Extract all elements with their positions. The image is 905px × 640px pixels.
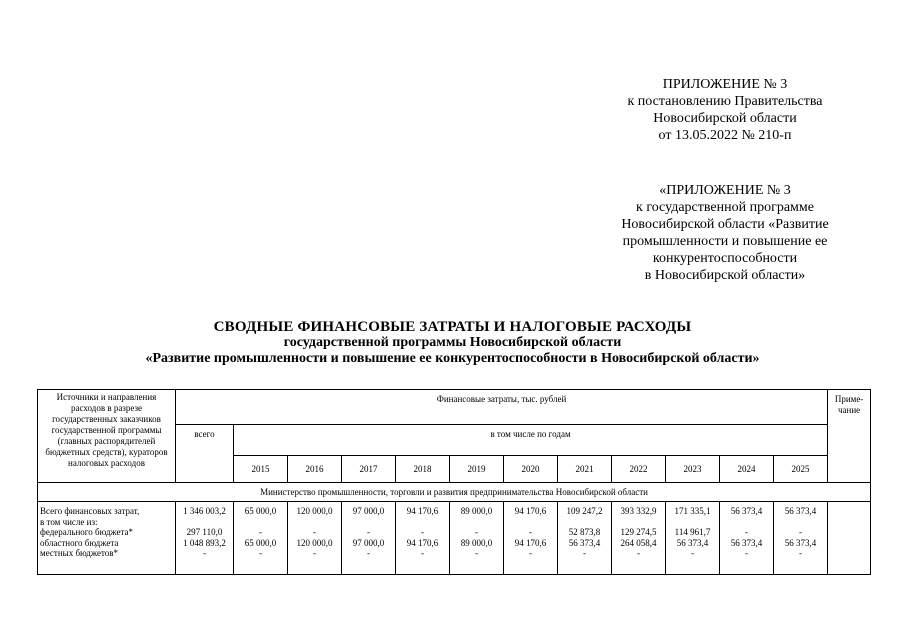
table-cell-value	[776, 517, 825, 528]
table-cell-value	[178, 517, 231, 528]
year-header: 2018	[396, 456, 450, 483]
table-cell-value	[560, 517, 609, 528]
table-cell-value: 56 373,4	[784, 537, 817, 548]
approval-line: к государственной программе	[636, 200, 814, 215]
approval-line: Новосибирской области	[653, 111, 797, 126]
table-cell-value: 114 961,7	[674, 527, 711, 537]
table-cell-value: 56 373,4	[784, 506, 817, 516]
year-values-cell	[450, 502, 504, 575]
table-cell-value	[614, 517, 663, 528]
table-cell-value: -	[637, 548, 640, 558]
financial-costs-header: Финансовые затраты, тыс. рублей	[176, 390, 828, 425]
table-cell-value: -	[313, 548, 316, 558]
year-values-cell	[396, 502, 450, 575]
table-cell-value: 56 373,4	[568, 537, 601, 548]
title-line-1: СВОДНЫЕ ФИНАНСОВЫЕ ЗАТРАТЫ И НАЛОГОВЫЕ РАСХОДЫ	[213, 319, 692, 335]
year-values-cell	[612, 502, 666, 575]
financial-table	[37, 389, 871, 575]
table-cell-value: 264 058,4	[620, 537, 657, 548]
table-cell-value: -	[529, 527, 532, 537]
title-line-2: государственной программы Новосибирской области	[283, 335, 622, 350]
year-header: 2022	[612, 456, 666, 483]
table-cell-value: -	[259, 548, 262, 558]
year-header: 2016	[288, 456, 342, 483]
table-cell-value: -	[529, 548, 532, 558]
table-cell-value: 56 373,4	[676, 537, 709, 548]
table-cell-value: 171 335,1	[674, 506, 711, 516]
row-labels-cell	[38, 502, 176, 575]
table-cell-value: 1 346 003,2	[183, 506, 226, 516]
row-label: областного бюджета	[40, 537, 119, 548]
table-cell-value: 94 170,6	[514, 506, 547, 516]
table-cell-value: -	[475, 548, 478, 558]
table-cell-value: -	[259, 527, 262, 537]
total-values-cell	[176, 502, 234, 575]
table-cell-value: -	[421, 527, 424, 537]
approval-line: ПРИЛОЖЕНИЕ № 3	[662, 77, 788, 92]
table-cell-value	[290, 517, 339, 528]
approval-block-program	[560, 182, 890, 284]
document-title	[0, 319, 905, 367]
table-cell-value: 65 000,0	[244, 537, 277, 548]
table-cell-value: -	[799, 548, 803, 558]
year-values-cell	[666, 502, 720, 575]
year-values-cell	[720, 502, 774, 575]
table-row	[38, 502, 871, 575]
note-cell	[828, 502, 871, 575]
year-values-cell	[288, 502, 342, 575]
year-header: 2025	[774, 456, 828, 483]
source-column-header: Источники и направления расходов в разрезе государственных заказчиков государственной программы (главных распорядителей бюджетных средств), кураторов налоговых расходов	[38, 390, 176, 483]
year-header: 2017	[342, 456, 396, 483]
approval-line: конкурентоспособности	[652, 251, 798, 266]
table-cell-value: -	[583, 548, 586, 558]
ministry-row: Министерство промышленности, торговли и развития предпринимательства Новосибирской области	[38, 483, 871, 502]
table-cell-value	[506, 517, 555, 528]
year-values-cell	[342, 502, 396, 575]
table-cell-value: 109 247,2	[566, 506, 603, 516]
approval-line: к постановлению Правительства	[627, 94, 823, 109]
table-cell-value: -	[367, 548, 370, 558]
year-header: 2020	[504, 456, 558, 483]
table-cell-value: -	[799, 527, 803, 537]
year-header: 2024	[720, 456, 774, 483]
table-cell-value: 89 000,0	[460, 506, 493, 516]
title-line-3: «Развитие промышленности и повышение ее конкурентоспособности в Новосибирской области»	[145, 351, 760, 366]
table-cell-value: 56 373,4	[730, 506, 763, 516]
table-cell-value: -	[475, 527, 478, 537]
table-cell-value: 297 110,0	[186, 527, 223, 537]
table-cell-value: -	[203, 548, 206, 558]
table-cell-value: 97 000,0	[352, 506, 385, 516]
table-cell-value: 120 000,0	[296, 537, 333, 548]
year-header: 2019	[450, 456, 504, 483]
table-cell-value	[398, 517, 447, 528]
table-cell-value	[344, 517, 393, 528]
approval-line: промышленности и повышение ее	[622, 234, 828, 249]
table-cell-value: -	[313, 527, 316, 537]
table-cell-value	[668, 517, 717, 528]
year-header: 2021	[558, 456, 612, 483]
row-label: федерального бюджета*	[40, 527, 134, 537]
year-values-cell	[234, 502, 288, 575]
table-cell-value: 56 373,4	[730, 537, 763, 548]
year-values-cell	[504, 502, 558, 575]
table-cell-value: 94 170,6	[406, 537, 439, 548]
table-cell-value: -	[745, 548, 748, 558]
table-cell-value: 97 000,0	[352, 537, 385, 548]
year-header: 2023	[666, 456, 720, 483]
table-cell-value: 52 873,8	[568, 527, 601, 537]
table-cell-value: 1 048 893,2	[183, 537, 226, 548]
row-label: в том числе из:	[40, 516, 98, 527]
approval-line: Новосибирской области «Развитие	[621, 217, 829, 232]
table-cell-value: 94 170,6	[514, 537, 547, 548]
approval-line: от 13.05.2022 № 210-п	[658, 128, 792, 143]
total-column-header: всего	[176, 425, 234, 483]
table-cell-value: 120 000,0	[296, 506, 333, 516]
approval-line: «ПРИЛОЖЕНИЕ № 3	[659, 183, 791, 198]
table-cell-value: 65 000,0	[244, 506, 277, 516]
year-header: 2015	[234, 456, 288, 483]
approval-block-resolution	[560, 76, 890, 144]
table-cell-value: -	[421, 548, 424, 558]
table-cell-value: -	[745, 527, 748, 537]
by-years-header: в том числе по годам	[234, 425, 828, 456]
table-cell-value: -	[367, 527, 370, 537]
year-values-cell	[774, 502, 828, 575]
table-cell-value	[236, 517, 285, 528]
table-cell-value: -	[691, 548, 694, 558]
note-column-header: Приме-чание	[828, 390, 871, 483]
year-values-cell	[558, 502, 612, 575]
table-cell-value	[722, 517, 771, 528]
table-cell-value: 129 274,5	[620, 527, 657, 537]
table-cell-value: 89 000,0	[460, 537, 493, 548]
row-label: Всего финансовых затрат,	[40, 506, 140, 516]
approval-line: в Новосибирской области»	[644, 268, 806, 283]
table-cell-value: 393 332,9	[620, 506, 657, 516]
table-cell-value: 94 170,6	[406, 506, 439, 516]
table-cell-value	[452, 517, 501, 528]
row-label: местных бюджетов*	[40, 548, 119, 558]
